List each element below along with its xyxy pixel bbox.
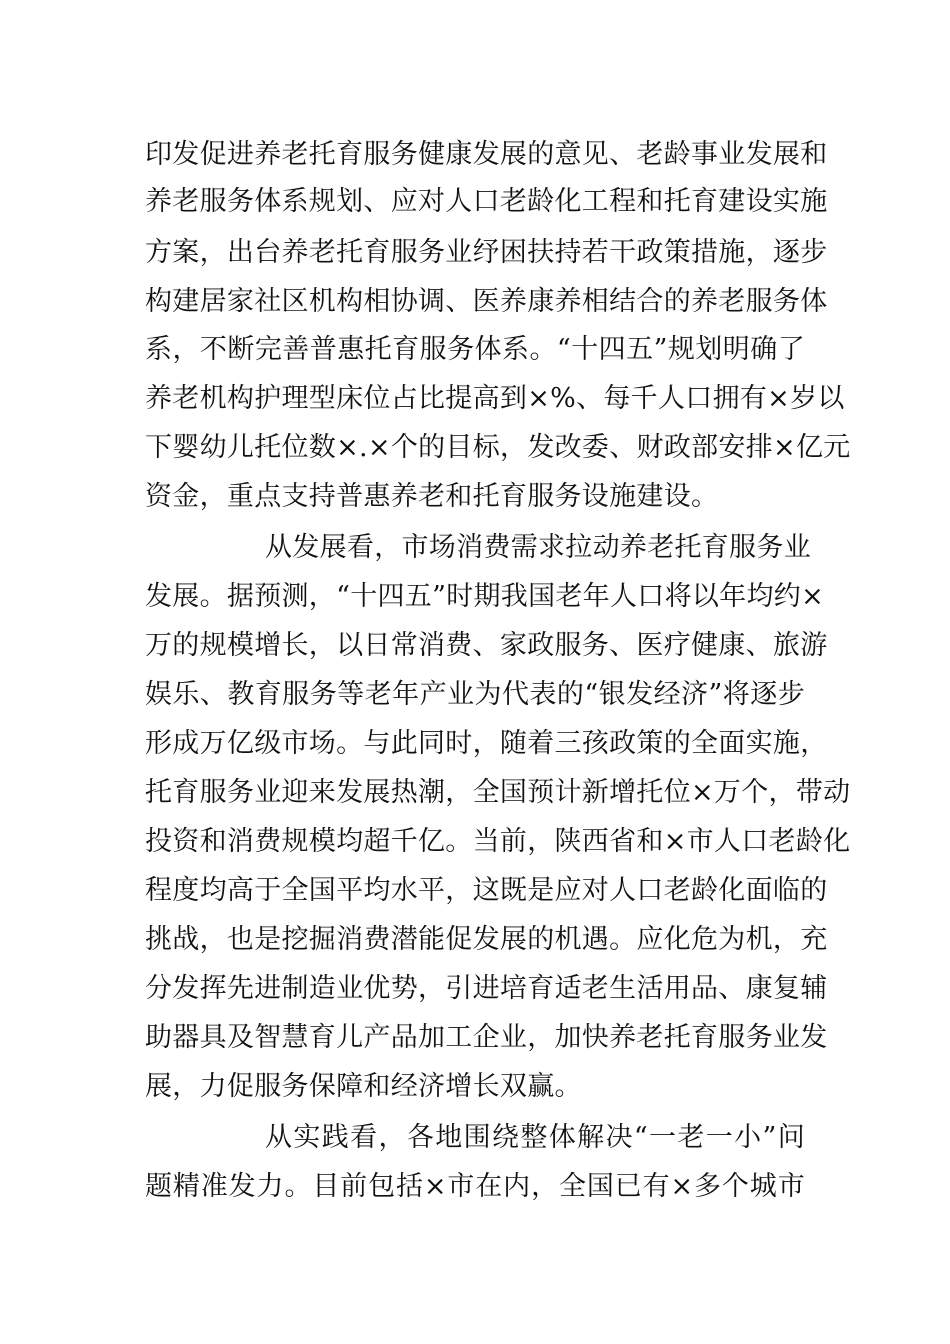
paragraph-line: 下婴幼儿托位数×.×个的目标，发改委、财政部安排×亿元 — [145, 432, 851, 463]
paragraph-line: 形成万亿级市场。与此同时，随着三孩政策的全面实施， — [145, 728, 828, 759]
paragraph-line: 投资和消费规模均超千亿。当前，陕西省和×市人口老龄化 — [145, 826, 851, 857]
paragraph-line: 方案，出台养老托育服务业纾困扶持若干政策措施，逐步 — [145, 237, 828, 268]
paragraph-line: 构建居家社区机构相协调、医养康养相结合的养老服务体 — [145, 286, 828, 317]
paragraph-line: 养老机构护理型床位占比提高到×%、每千人口拥有×岁以 — [145, 383, 845, 414]
paragraph-line: 从实践看，各地围绕整体解决“一老一小”问 — [265, 1122, 805, 1153]
paragraph-line: 发展。据预测，“十四五”时期我国老年人口将以年均约× — [145, 581, 825, 612]
paragraph-line: 挑战，也是挖掘消费潜能促发展的机遇。应化危为机，充 — [145, 924, 828, 955]
paragraph-line: 托育服务业迎来发展热潮，全国预计新增托位×万个，带动 — [145, 777, 851, 808]
paragraph-line: 从发展看，市场消费需求拉动养老托育服务业 — [265, 532, 811, 563]
paragraph-line: 养老服务体系规划、应对人口老龄化工程和托育建设实施 — [145, 186, 828, 217]
paragraph-line: 印发促进养老托育服务健康发展的意见、老龄事业发展和 — [145, 139, 828, 170]
paragraph-line: 娱乐、教育服务等老年产业为代表的“银发经济”将逐步 — [145, 679, 805, 710]
paragraph-line: 题精准发力。目前包括×市在内，全国已有×多个城市 — [145, 1171, 805, 1202]
paragraph-line: 万的规模增长，以日常消费、家政服务、医疗健康、旅游 — [145, 630, 828, 661]
paragraph-line: 展，力促服务保障和经济增长双赢。 — [145, 1071, 582, 1102]
paragraph-line: 助器具及智慧育儿产品加工企业，加快养老托育服务业发 — [145, 1022, 828, 1053]
paragraph-line: 程度均高于全国平均水平，这既是应对人口老龄化面临的 — [145, 875, 828, 906]
paragraph-line: 分发挥先进制造业优势，引进培育适老生活用品、康复辅 — [145, 973, 828, 1004]
paragraph-line: 资金，重点支持普惠养老和托育服务设施建设。 — [145, 481, 719, 512]
paragraph-line: 系，不断完善普惠托育服务体系。“十四五”规划明确了 — [145, 334, 805, 365]
